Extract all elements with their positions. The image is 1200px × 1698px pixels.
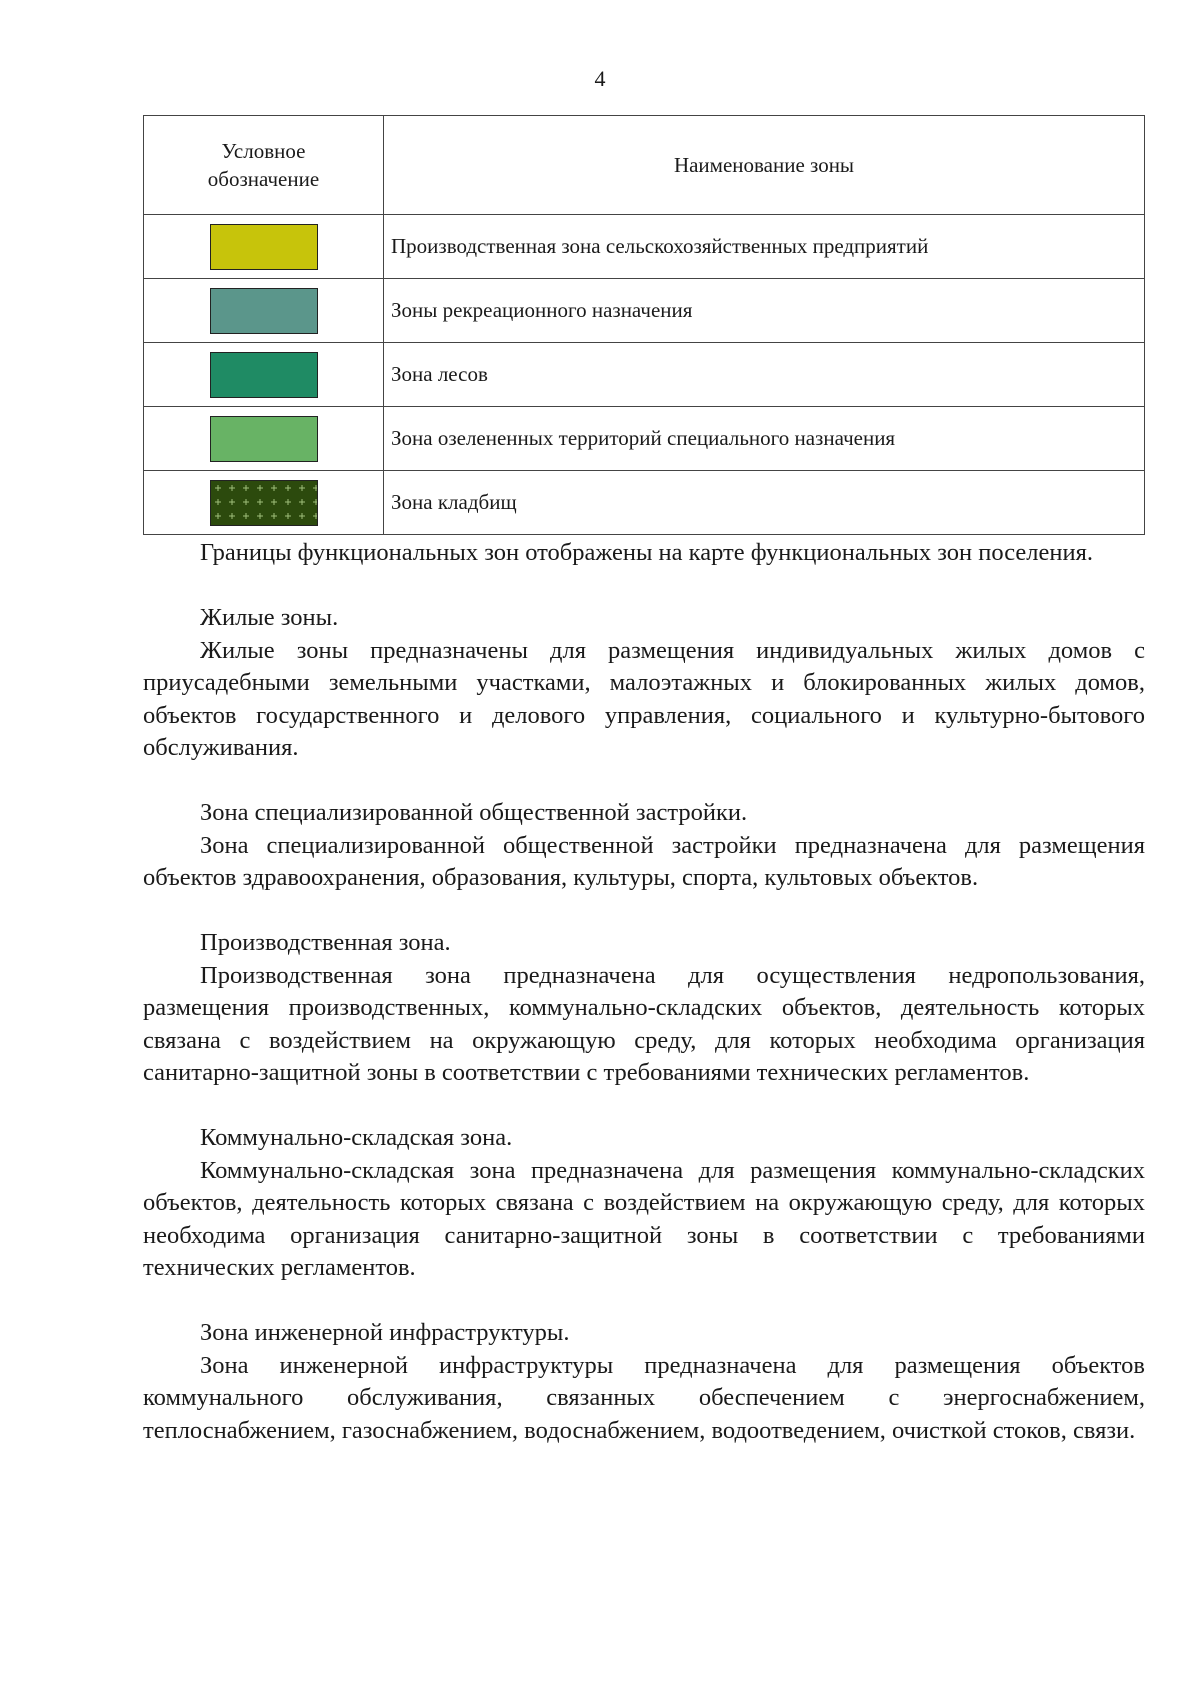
forest-zone-swatch: [210, 352, 318, 398]
green-space-zone-swatch: [210, 416, 318, 462]
legend-zone-name: Зона кладбищ: [384, 471, 1145, 535]
legend-row: [144, 215, 1145, 279]
section-heading: Зона специализированной общественной застройки.: [200, 799, 748, 826]
section-heading: Производственная зона.: [200, 929, 451, 956]
legend-symbol-cell: [144, 343, 384, 407]
intro-paragraph: Границы функциональных зон отображены на карте функциональных зон поселения.: [200, 539, 1094, 566]
section-heading: Жилые зоны.: [200, 604, 339, 631]
legend-header-name: Наименование зоны: [384, 116, 1145, 215]
legend-header-row: [144, 116, 1145, 215]
legend-zone-name: Зона озелененных территорий специального назначения: [384, 407, 1145, 471]
section-paragraph: Зона специализированной общественной застройки предназначена для размещения объектов здравоохранения, образования, культуры, спорта, культовых объектов.: [143, 831, 1145, 891]
section-paragraph: Зона инженерной инфраструктуры предназначена для размещения объектов коммунального обслуживания, связанных обеспечением с энергоснабжением, теплоснабжением, газоснабжением, водоснабжением, водоотведением, очисткой стоков, связи.: [143, 1351, 1145, 1444]
legend-symbol-cell: [144, 215, 384, 279]
zone-legend-table: [143, 115, 1145, 535]
page-number: 4: [594, 66, 606, 91]
section-heading: Зона инженерной инфраструктуры.: [200, 1319, 570, 1346]
legend-zone-name: Зоны рекреационного назначения: [384, 279, 1145, 343]
legend-header-symbol-text: Условное обозначение: [207, 139, 320, 191]
legend-row: [144, 279, 1145, 343]
legend-row: [144, 407, 1145, 471]
section-paragraph: Производственная зона предназначена для осуществления недропользования, размещения производственных, коммунально-складских объектов, деятельность которых связана с воздействием на окружающую среду, для которых необходима организация санитарно-защитной зоны в соответствии с требованиями технических регламентов.: [143, 961, 1145, 1086]
legend-symbol-cell: [144, 279, 384, 343]
section-heading: Коммунально-складская зона.: [200, 1124, 513, 1151]
section-paragraph: Коммунально-складская зона предназначена для размещения коммунально-складских объектов, деятельность которых связана с воздействием на окружающую среду, для которых необходима организация санитарно-защитной зоны в соответствии с требованиями технических регламентов.: [143, 1156, 1145, 1281]
legend-symbol-cell: [144, 407, 384, 471]
legend-row: [144, 343, 1145, 407]
cemetery-zone-swatch: [210, 480, 318, 526]
legend-symbol-cell: [144, 471, 384, 535]
agricultural-zone-swatch: [210, 224, 318, 270]
legend-zone-name: Зона лесов: [384, 343, 1145, 407]
recreation-zone-swatch: [210, 288, 318, 334]
section-paragraph: Жилые зоны предназначены для размещения индивидуальных жилых домов с приусадебными земельными участками, малоэтажных и блокированных жилых домов, объектов государственного и делового управления, социального и культурно-бытового обслуживания.: [143, 636, 1145, 761]
document-body: [143, 537, 1145, 1447]
legend-row: [144, 471, 1145, 535]
legend-header-symbol: [144, 116, 384, 215]
legend-zone-name: Производственная зона сельскохозяйственных предприятий: [384, 215, 1145, 279]
